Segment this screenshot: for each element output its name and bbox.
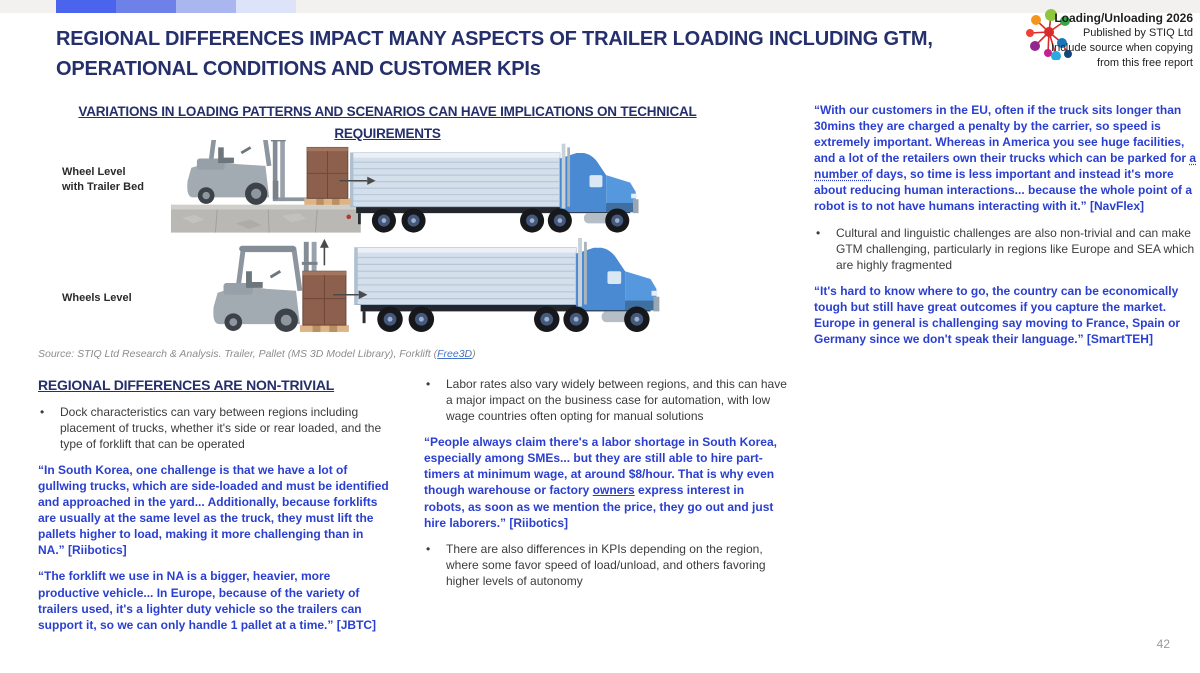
truck-illustration [355,238,660,332]
arrow-up-icon [320,239,329,265]
dock-platform-illustration [171,205,361,233]
quote-south-korea: “In South Korea, one challenge is that we have a lot of gullwing trucks, which are side-loaded and must be identified and approached in the yard... Additionally, because forklifts are usually at the same level as the truck, they must lift the pallets higher to load, making it more challenging than in NA.” [Riibotics] [38,462,389,558]
page-number: 42 [1156,637,1170,651]
page-title: REGIONAL DIFFERENCES IMPACT MANY ASPECTS OF TRAILER LOADING INCLUDING GTM, OPERATIONAL CONDITIONS AND CUSTOMER KPIs [56,28,933,80]
source-note: Source: STIQ Ltd Research & Analysis. Trailer, Pallet (MS 3D Model Library), Forklift (Free3D) [38,348,476,360]
report-title: Loading/Unloading 2026 [1054,11,1193,25]
copy-notice-line1: Include source when copying [1051,42,1193,54]
scenario1-label: Wheel Level with Trailer Bed [62,166,144,194]
accent-bar-segment-1 [56,0,116,13]
accent-bar-segment-3 [176,0,236,13]
publisher-line: Published by STIQ Ltd [1082,27,1193,39]
copy-notice-line2: from this free report [1097,57,1193,69]
bullet-cultural-linguistic: • Cultural and linguistic challenges are also non-trivial and can make GTM challenging, particularly in regions like Europe and SEA which are highly fragmented [814,225,1198,273]
pallet-illustration [304,147,350,204]
diagram-heading: VARIATIONS IN LOADING PATTERNS AND SCENARIOS CAN HAVE IMPLICATIONS ON TECHNICAL REQUIREMENTS [78,104,697,141]
labor-column [424,376,788,599]
wheel-level-illustration [158,140,658,244]
bullet-dock-characteristics: • Dock characteristics can vary between regions including placement of trucks, whether it's side or rear loaded, and the type of forklift that can be operated [38,404,392,452]
accent-bar-segment-4 [236,0,296,13]
wheels-level-illustration [198,234,727,344]
quote-europe-market: “It's hard to know where to go, the country can be economically tough but still have great outcomes if you capture the market. Europe in general is challenging say moving to France, Spain or Germany since we don't speak their language.” [SmartTEH] [814,283,1181,347]
scenario2-label: Wheels Level [62,292,132,304]
forklift-illustration [187,140,311,205]
pallet-illustration [300,271,349,332]
bullet-kpis: • There are also differences in KPIs depending on the region, where some favor speed of load/unload, and others favoring higher levels of autonomy [424,541,788,589]
quote-forklift-na: “The forklift we use in NA is a bigger, heavier, more productive vehicle... In Europe, because of the variety of trailers used, it's a lighter duty vehicle so the trailers can support it, so we can only handle 1 pallet at a time.” [JBTC] [38,569,377,632]
truck-illustration [351,144,639,233]
customer-quotes-column [814,102,1198,357]
bullet-labor-rates: • Labor rates also vary widely between regions, and this can have a major impact on the business case for automation, with low wage countries often opting for manual solutions [424,376,788,424]
free3d-link[interactable]: Free3D [437,348,473,360]
brand-block [993,11,1193,71]
quote-labor-shortage: “People always claim there's a labor shortage in South Korea, especially among SMEs... but they are still able to hire part-timers at minimum wage, at around $8/hour. That is why even though warehouse or factory owners express interest in robots, as soon as we mention the price, they go out and just hire laborers.” [Riibotics] [424,435,777,530]
quote-eu-customers: “With our customers in the EU, often if the truck sits longer than 30mins they are charged a penalty by the carrier, so speed is extremely important. Whereas in America you see huge facilities, and a lot of the retailers own their trucks which can be parked for a number of days, so time is less important and instead it's more about reducing human interactions... because the whole point of a robot is to not have humans interacting with it.” [NavFlex] [814,103,1197,214]
accent-bar-segment-2 [116,0,176,13]
regional-differences-heading: REGIONAL DIFFERENCES ARE NON-TRIVIAL [38,377,335,393]
regional-differences-column [38,376,392,643]
